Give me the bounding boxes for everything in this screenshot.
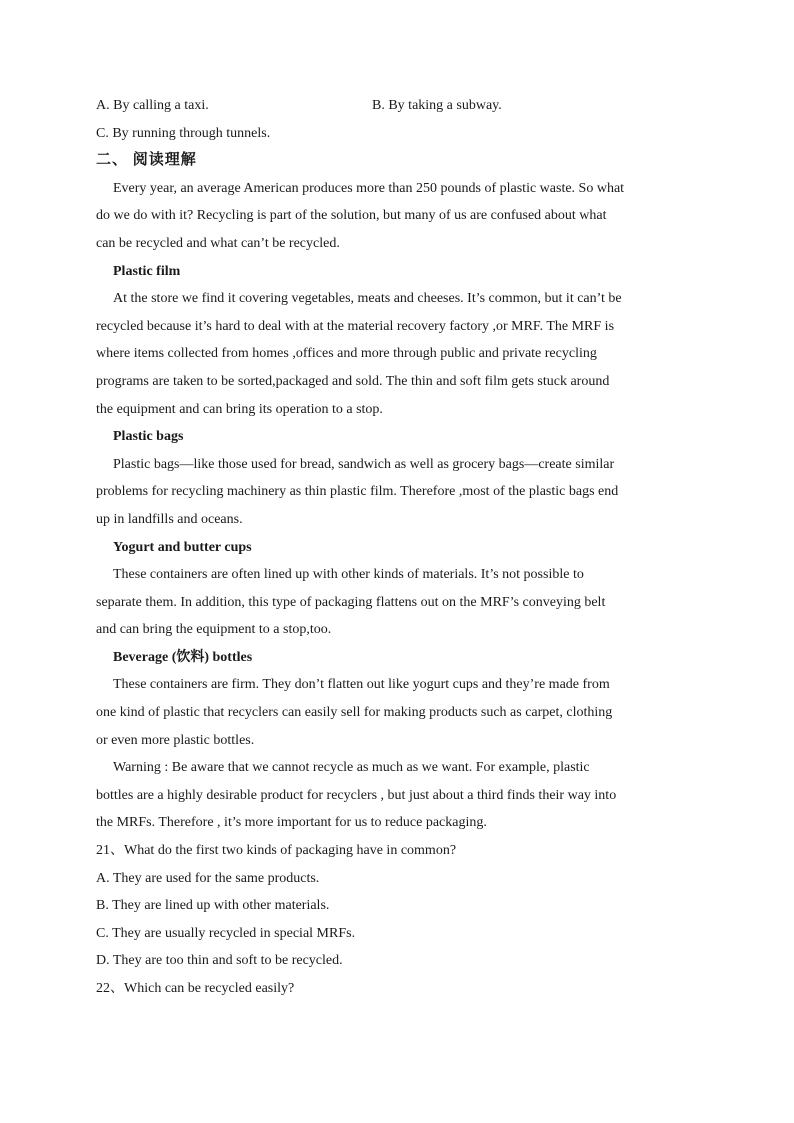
paragraph-line: do we do with it? Recycling is part of the solution, but many of us are confused about what — [96, 208, 607, 224]
paragraph-line: These containers are often lined up with other kinds of materials. It’s not possible to — [113, 567, 584, 583]
answer-option: D. They are too thin and soft to be recycled. — [96, 953, 343, 969]
paragraph-line: and can bring the equipment to a stop,too. — [96, 622, 332, 638]
question-stem: 21、What do the first two kinds of packaging have in common? — [96, 843, 457, 859]
paragraph-line: Every year, an average American produces more than 250 pounds of plastic waste. So what — [113, 180, 625, 196]
section-heading: Plastic bags — [113, 429, 184, 445]
option-b: B. By taking a subway. — [372, 98, 502, 113]
paragraph-line: separate them. In addition, this type of packaging flattens out on the MRF’s conveying belt — [96, 594, 606, 610]
section-title: 二、 阅读理解 — [96, 152, 197, 169]
paragraph-line: problems for recycling machinery as thin plastic film. Therefore ,most of the plastic bags end — [96, 484, 619, 500]
paragraph-line: At the store we find it covering vegetables, meats and cheeses. It’s common, but it can’t be — [113, 291, 622, 307]
answer-option: C. They are usually recycled in special MRFs. — [96, 925, 356, 941]
answer-option: A. They are used for the same products. — [96, 870, 320, 886]
warning-line: the MRFs. Therefore , it’s more important for us to reduce packaging. — [96, 815, 487, 831]
option-c: C. By running through tunnels. — [96, 125, 271, 141]
paragraph-line: These containers are firm. They don’t flatten out like yogurt cups and they’re made from — [113, 677, 610, 693]
paragraph-line: or even more plastic bottles. — [96, 732, 255, 748]
paragraph-line: one kind of plastic that recyclers can easily sell for making products such as carpet, clothing — [96, 705, 613, 721]
section-heading: Beverage (饮料) bottles — [113, 649, 253, 665]
option-row — [96, 92, 696, 120]
warning-line: Warning : Be aware that we cannot recycle as much as we want. For example, plastic — [113, 760, 590, 776]
answer-option: B. They are lined up with other materials. — [96, 898, 330, 914]
paragraph-line: where items collected from homes ,offices and more through public and private recycling — [96, 346, 597, 362]
paragraph-line: recycled because it’s hard to deal with at the material recovery factory ,or MRF. The MRF is — [96, 318, 615, 334]
option-a: A. By calling a taxi. — [96, 98, 209, 113]
paragraph-line: up in landfills and oceans. — [96, 511, 243, 527]
section-heading: Plastic film — [113, 263, 181, 279]
document-page — [96, 92, 696, 1003]
paragraph-line: programs are taken to be sorted,packaged and sold. The thin and soft film gets stuck around — [96, 373, 610, 389]
paragraph-line: can be recycled and what can’t be recycled. — [96, 235, 340, 251]
warning-line: bottles are a highly desirable product for recyclers , but just about a third finds their way into — [96, 787, 617, 803]
paragraph-line: Plastic bags—like those used for bread, sandwich as well as grocery bags—create similar — [113, 456, 615, 472]
paragraph-line: the equipment and can bring its operation to a stop. — [96, 401, 383, 417]
section-heading: Yogurt and butter cups — [113, 539, 252, 555]
question-stem: 22、Which can be recycled easily? — [96, 981, 295, 996]
